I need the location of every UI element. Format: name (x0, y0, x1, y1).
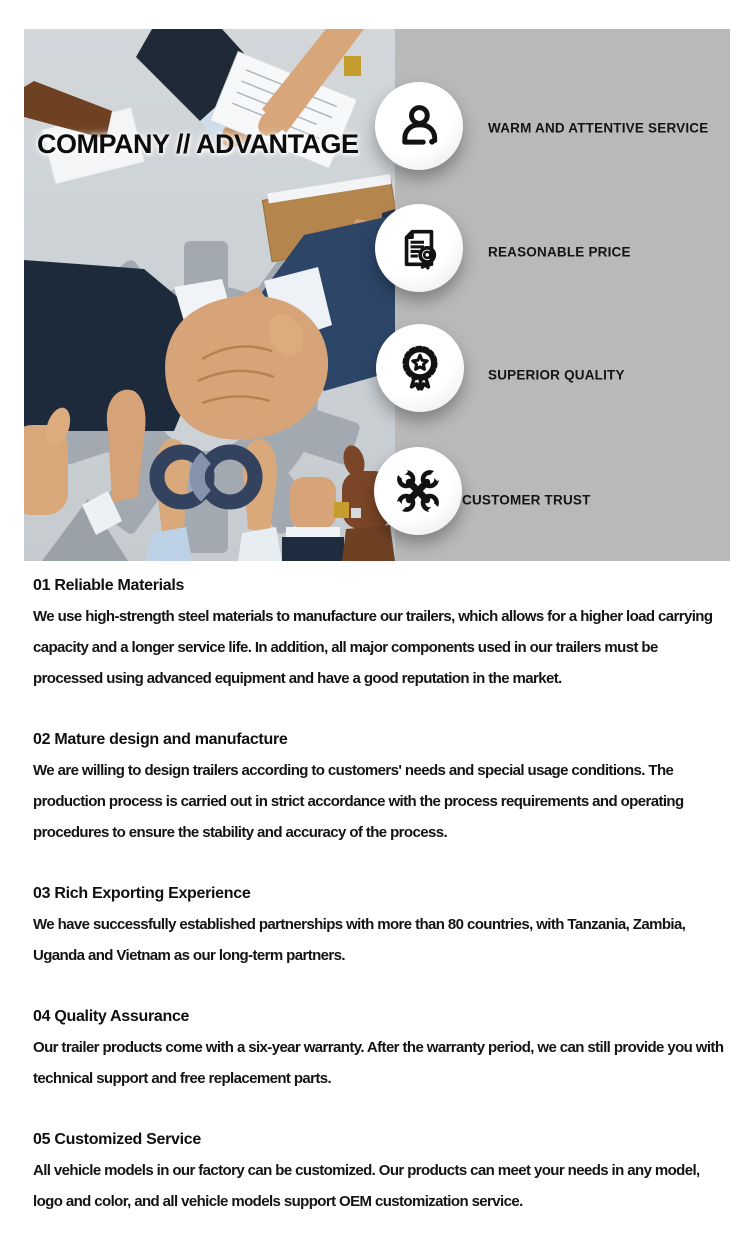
section-quality-assurance (33, 1001, 730, 1094)
section-heading: 04 Quality Assurance (33, 1008, 190, 1025)
company-advantage-banner (24, 29, 730, 561)
handshake-collage-graphic (24, 29, 395, 561)
section-body: We are willing to design trailers according to customers' needs and special usage conditions. The production process is carried out in strict accordance with the process requirements and operating procedures to ensure the stability and accuracy of the process. (33, 762, 684, 841)
gold-square-bottom (334, 502, 349, 518)
section-heading: 01 Reliable Materials (33, 577, 185, 594)
wrenches-icon (394, 467, 442, 515)
hero-title: COMPANY // ADVANTAGE (37, 129, 359, 159)
user-icon (396, 103, 442, 149)
medal-icon (396, 344, 444, 392)
advantage-circle-trust (374, 447, 462, 535)
advantage-label-price: REASONABLE PRICE (488, 244, 631, 260)
section-body: All vehicle models in our factory can be customized. Our products can meet your needs in any model, logo and color, and all vehicle models support OEM customization service. (33, 1162, 700, 1210)
advantage-label-quality: SUPERIOR QUALITY (488, 367, 625, 383)
section-customized-service (33, 1124, 730, 1217)
advantage-circle-price (375, 204, 463, 292)
advantage-circle-service (375, 82, 463, 170)
business-handshake-photo (24, 29, 395, 561)
advantage-circle-quality (376, 324, 464, 412)
section-reliable-materials (33, 570, 730, 694)
section-body: Our trailer products come with a six-year warranty. After the warranty period, we can still provide you with technical support and free replacement parts. (33, 1039, 724, 1087)
section-heading: 02 Mature design and manufacture (33, 731, 288, 748)
advantage-sections (33, 570, 730, 1247)
section-mature-design (33, 724, 730, 848)
section-heading: 05 Customized Service (33, 1131, 201, 1148)
section-exporting-experience (33, 878, 730, 971)
section-body: We have successfully established partnerships with more than 80 countries, with Tanzania, Zambia, Uganda and Vietnam as our long-term partners. (33, 916, 686, 964)
advantage-label-service: WARM AND ATTENTIVE SERVICE (488, 120, 709, 136)
certificate-icon (396, 225, 442, 271)
advantage-label-trust: CUSTOMER TRUST (462, 492, 591, 508)
gold-square-top (344, 56, 361, 76)
section-body: We use high-strength steel materials to manufacture our trailers, which allows for a higher load carrying capacity and a longer service life. In addition, all major components used in our trailers must be processed using advanced equipment and have a good reputation in the market. (33, 608, 713, 687)
section-heading: 03 Rich Exporting Experience (33, 885, 251, 902)
